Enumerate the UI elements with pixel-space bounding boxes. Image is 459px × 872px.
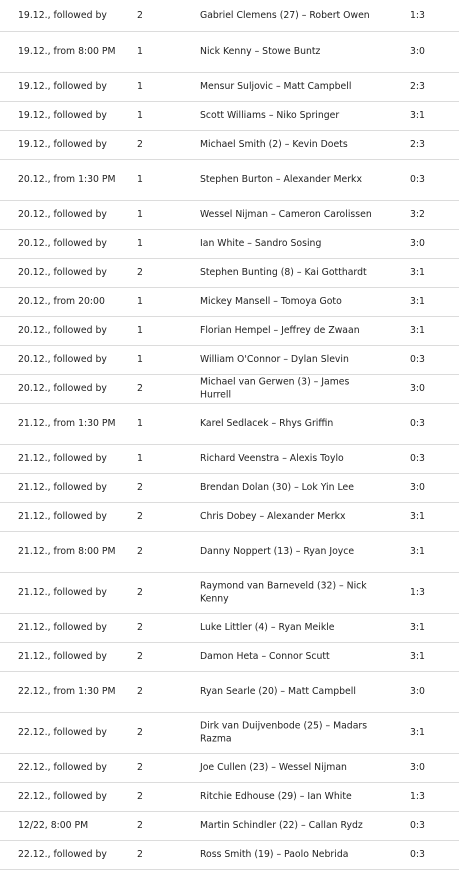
match-result: 3:1 xyxy=(410,266,425,278)
match-result: 3:0 xyxy=(410,237,425,249)
match-result: 0:3 xyxy=(410,173,425,185)
table-row xyxy=(0,288,459,317)
match-date: 19.12., followed by xyxy=(18,80,107,92)
match-round: 1 xyxy=(137,109,143,121)
match-round: 1 xyxy=(137,208,143,220)
match-round: 2 xyxy=(137,790,143,802)
match-date: 21.12., followed by xyxy=(18,621,107,633)
match-round: 2 xyxy=(137,266,143,278)
match-round: 1 xyxy=(137,173,143,185)
table-row xyxy=(0,404,459,445)
match-date: 20.12., from 20:00 xyxy=(18,295,105,307)
table-row xyxy=(0,317,459,346)
match-result: 3:1 xyxy=(410,545,425,557)
table-row xyxy=(0,445,459,474)
match-result: 3:0 xyxy=(410,382,425,394)
table-row xyxy=(0,474,459,503)
table-row xyxy=(0,841,459,870)
match-date: 21.12., followed by xyxy=(18,650,107,662)
table-row xyxy=(0,32,459,73)
match-pairing: Richard Veenstra – Alexis Toylo xyxy=(200,452,344,464)
match-round: 2 xyxy=(137,848,143,860)
match-date: 20.12., followed by xyxy=(18,237,107,249)
match-round: 1 xyxy=(137,237,143,249)
match-date: 20.12., followed by xyxy=(18,266,107,278)
match-round: 1 xyxy=(137,353,143,365)
match-date: 19.12., from 8:00 PM xyxy=(18,45,116,57)
match-pairing: Karel Sedlacek – Rhys Griffin xyxy=(200,417,334,429)
match-pairing: Mickey Mansell – Tomoya Goto xyxy=(200,295,342,307)
match-result: 0:3 xyxy=(410,819,425,831)
match-date: 20.12., followed by xyxy=(18,382,107,394)
match-pairing: Stephen Burton – Alexander Merkx xyxy=(200,173,362,185)
match-date: 20.12., from 1:30 PM xyxy=(18,173,116,185)
match-result: 3:1 xyxy=(410,650,425,662)
table-row xyxy=(0,201,459,230)
match-pairing: William O'Connor – Dylan Slevin xyxy=(200,353,349,365)
match-date: 21.12., followed by xyxy=(18,481,107,493)
match-pairing: Chris Dobey – Alexander Merkx xyxy=(200,510,346,522)
match-round: 1 xyxy=(137,45,143,57)
match-round: 2 xyxy=(137,685,143,697)
match-pairing: Nick Kenny – Stowe Buntz xyxy=(200,45,321,57)
match-pairing: Stephen Bunting (8) – Kai Gotthardt xyxy=(200,266,367,278)
match-round: 1 xyxy=(137,295,143,307)
table-row xyxy=(0,672,459,713)
table-row xyxy=(0,0,459,32)
match-round: 2 xyxy=(137,9,143,21)
table-row xyxy=(0,614,459,643)
match-date: 22.12., followed by xyxy=(18,790,107,802)
table-row xyxy=(0,643,459,672)
match-pairing: Brendan Dolan (30) – Lok Yin Lee xyxy=(200,481,354,493)
table-row xyxy=(0,754,459,783)
table-row xyxy=(0,532,459,573)
match-result: 3:1 xyxy=(410,109,425,121)
match-date: 19.12., followed by xyxy=(18,109,107,121)
match-round: 2 xyxy=(137,761,143,773)
match-date: 21.12., from 8:00 PM xyxy=(18,545,116,557)
match-result: 3:1 xyxy=(410,295,425,307)
table-row xyxy=(0,230,459,259)
match-pairing: Ian White – Sandro Sosing xyxy=(200,237,322,249)
table-row xyxy=(0,73,459,102)
match-result: 1:3 xyxy=(410,586,425,598)
table-row xyxy=(0,503,459,532)
match-result: 3:1 xyxy=(410,726,425,738)
match-round: 2 xyxy=(137,621,143,633)
match-pairing: Florian Hempel – Jeffrey de Zwaan xyxy=(200,324,360,336)
match-date: 22.12., followed by xyxy=(18,848,107,860)
match-round: 2 xyxy=(137,510,143,522)
match-date: 19.12., followed by xyxy=(18,138,107,150)
match-result: 0:3 xyxy=(410,848,425,860)
match-result: 3:2 xyxy=(410,208,425,220)
match-round: 1 xyxy=(137,417,143,429)
match-round: 1 xyxy=(137,80,143,92)
match-result: 1:3 xyxy=(410,9,425,21)
match-result: 3:1 xyxy=(410,621,425,633)
match-result: 0:3 xyxy=(410,452,425,464)
match-pairing: Dirk van Duijvenbode (25) – Madars Razma xyxy=(200,720,368,744)
match-pairing: Raymond van Barneveld (32) – Nick Kenny xyxy=(200,580,367,604)
match-round: 2 xyxy=(137,481,143,493)
match-result: 3:0 xyxy=(410,45,425,57)
match-round: 2 xyxy=(137,382,143,394)
match-pairing: Ritchie Edhouse (29) – Ian White xyxy=(200,790,352,802)
match-result: 2:3 xyxy=(410,138,425,150)
table-row xyxy=(0,812,459,841)
table-row xyxy=(0,375,459,404)
match-date: 20.12., followed by xyxy=(18,353,107,365)
match-pairing: Scott Williams – Niko Springer xyxy=(200,109,340,121)
match-round: 1 xyxy=(137,324,143,336)
match-date: 20.12., followed by xyxy=(18,324,107,336)
match-result: 3:0 xyxy=(410,481,425,493)
match-date: 12/22, 8:00 PM xyxy=(18,819,89,831)
match-pairing: Joe Cullen (23) – Wessel Nijman xyxy=(200,761,347,773)
match-result: 3:1 xyxy=(410,324,425,336)
match-result: 2:3 xyxy=(410,80,425,92)
match-pairing: Ross Smith (19) – Paolo Nebrida xyxy=(200,848,349,860)
table-row xyxy=(0,346,459,375)
match-pairing: Danny Noppert (13) – Ryan Joyce xyxy=(200,545,355,557)
match-pairing: Damon Heta – Connor Scutt xyxy=(200,650,330,662)
match-result: 0:3 xyxy=(410,353,425,365)
match-pairing: Gabriel Clemens (27) – Robert Owen xyxy=(200,9,370,21)
table-row xyxy=(0,131,459,160)
match-round: 1 xyxy=(137,452,143,464)
match-round: 2 xyxy=(137,819,143,831)
table-row xyxy=(0,713,459,754)
match-date: 21.12., followed by xyxy=(18,586,107,598)
match-date: 21.12., followed by xyxy=(18,510,107,522)
table-row xyxy=(0,160,459,201)
match-result: 1:3 xyxy=(410,790,425,802)
table-row xyxy=(0,102,459,131)
match-pairing: Mensur Suljovic – Matt Campbell xyxy=(200,80,352,92)
match-pairing: Michael Smith (2) – Kevin Doets xyxy=(200,138,348,150)
table-row xyxy=(0,783,459,812)
match-pairing: Martin Schindler (22) – Callan Rydz xyxy=(200,819,363,831)
table-row xyxy=(0,573,459,614)
match-date: 21.12., from 1:30 PM xyxy=(18,417,116,429)
table-row xyxy=(0,259,459,288)
match-date: 22.12., from 1:30 PM xyxy=(18,685,116,697)
match-date: 19.12., followed by xyxy=(18,9,107,21)
match-pairing: Ryan Searle (20) – Matt Campbell xyxy=(200,685,356,697)
match-date: 22.12., followed by xyxy=(18,761,107,773)
match-date: 20.12., followed by xyxy=(18,208,107,220)
match-date: 22.12., followed by xyxy=(18,726,107,738)
match-pairing: Michael van Gerwen (3) – James Hurrell xyxy=(200,376,350,400)
match-pairing: Wessel Nijman – Cameron Carolissen xyxy=(200,208,372,220)
match-result: 0:3 xyxy=(410,417,425,429)
match-round: 2 xyxy=(137,586,143,598)
match-round: 2 xyxy=(137,138,143,150)
match-result: 3:0 xyxy=(410,761,425,773)
match-round: 2 xyxy=(137,650,143,662)
match-round: 2 xyxy=(137,545,143,557)
match-date: 21.12., followed by xyxy=(18,452,107,464)
match-pairing: Luke Littler (4) – Ryan Meikle xyxy=(200,621,335,633)
match-round: 2 xyxy=(137,726,143,738)
match-result: 3:1 xyxy=(410,510,425,522)
match-result: 3:0 xyxy=(410,685,425,697)
